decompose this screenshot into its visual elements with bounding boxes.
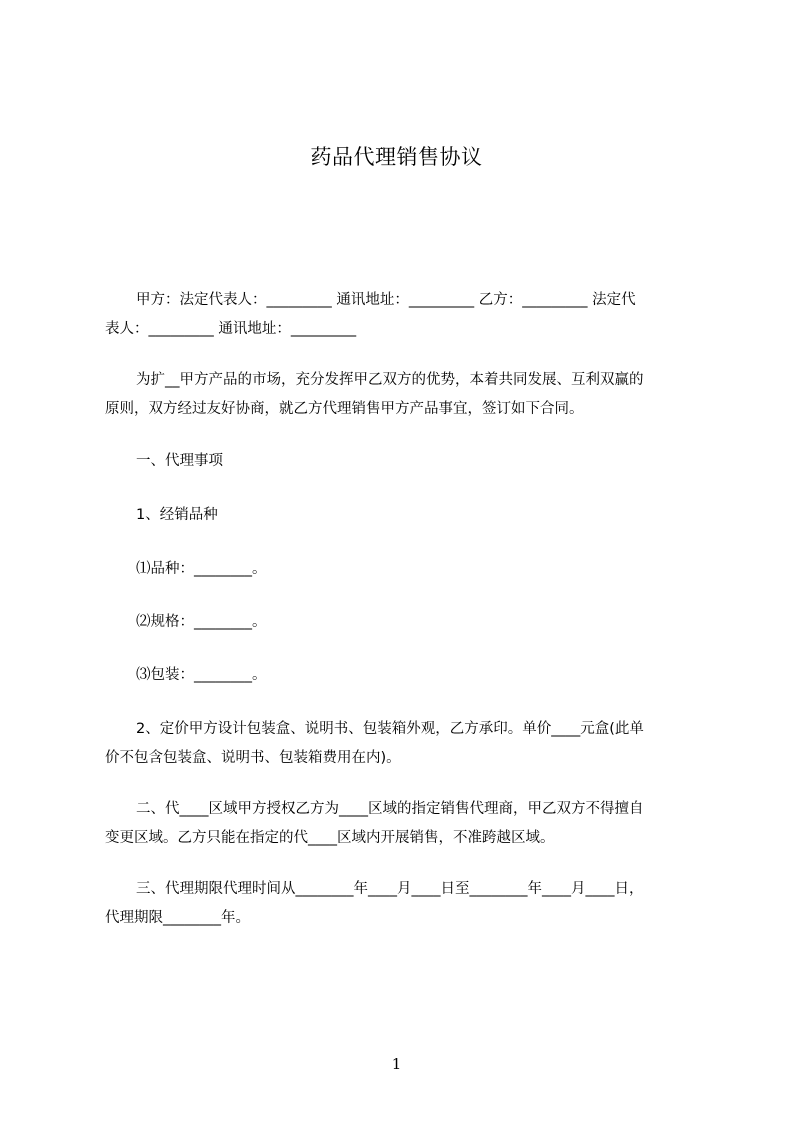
parties-line-2: 表人：_________ 通讯地址：_________ — [105, 321, 357, 337]
section-2-paragraph — [105, 795, 699, 853]
parties-paragraph — [105, 286, 699, 344]
item-1-heading: 1、经销品种 — [136, 507, 218, 523]
section-3-line-2: 代理期限________年。 — [105, 910, 250, 926]
page-number: 1 — [391, 1055, 402, 1073]
item-1-package: ⑶包装：________。 — [136, 667, 267, 683]
document-title: 药品代理销售协议 — [310, 145, 483, 169]
item-1-variety: ⑴品种：________。 — [136, 561, 267, 577]
section-2-line-1: 二、代____区域甲方授权乙方为____区域的指定销售代理商，甲乙双方不得擅自 — [136, 801, 644, 817]
purpose-line-1: 为扩__甲方产品的市场，充分发挥甲乙双方的优势，本着共同发展、互利双赢的 — [136, 372, 644, 388]
section-2-line-2: 变更区域。乙方只能在指定的代____区域内开展销售，不准跨越区域。 — [105, 830, 555, 846]
item-2-paragraph — [105, 715, 699, 773]
section-3-paragraph — [105, 875, 699, 933]
purpose-paragraph — [105, 366, 699, 424]
purpose-line-2: 原则，双方经过友好协商，就乙方代理销售甲方产品事宜，签订如下合同。 — [105, 401, 584, 417]
item-2-line-2: 价不包含包装盒、说明书、包装箱费用在内)。 — [105, 750, 401, 766]
parties-line-1: 甲方：法定代表人：_________ 通讯地址：_________ 乙方：_________ 法定代 — [136, 292, 636, 308]
item-1-spec: ⑵规格：________。 — [136, 614, 267, 630]
section-1-heading: 一、代理事项 — [136, 453, 223, 469]
item-2-line-1: 2、定价甲方设计包装盒、说明书、包装箱外观，乙方承印。单价____元盒(此单 — [136, 721, 644, 737]
section-3-line-1: 三、代理期限代理时间从________年____月____日至________年____月____日， — [136, 881, 644, 897]
